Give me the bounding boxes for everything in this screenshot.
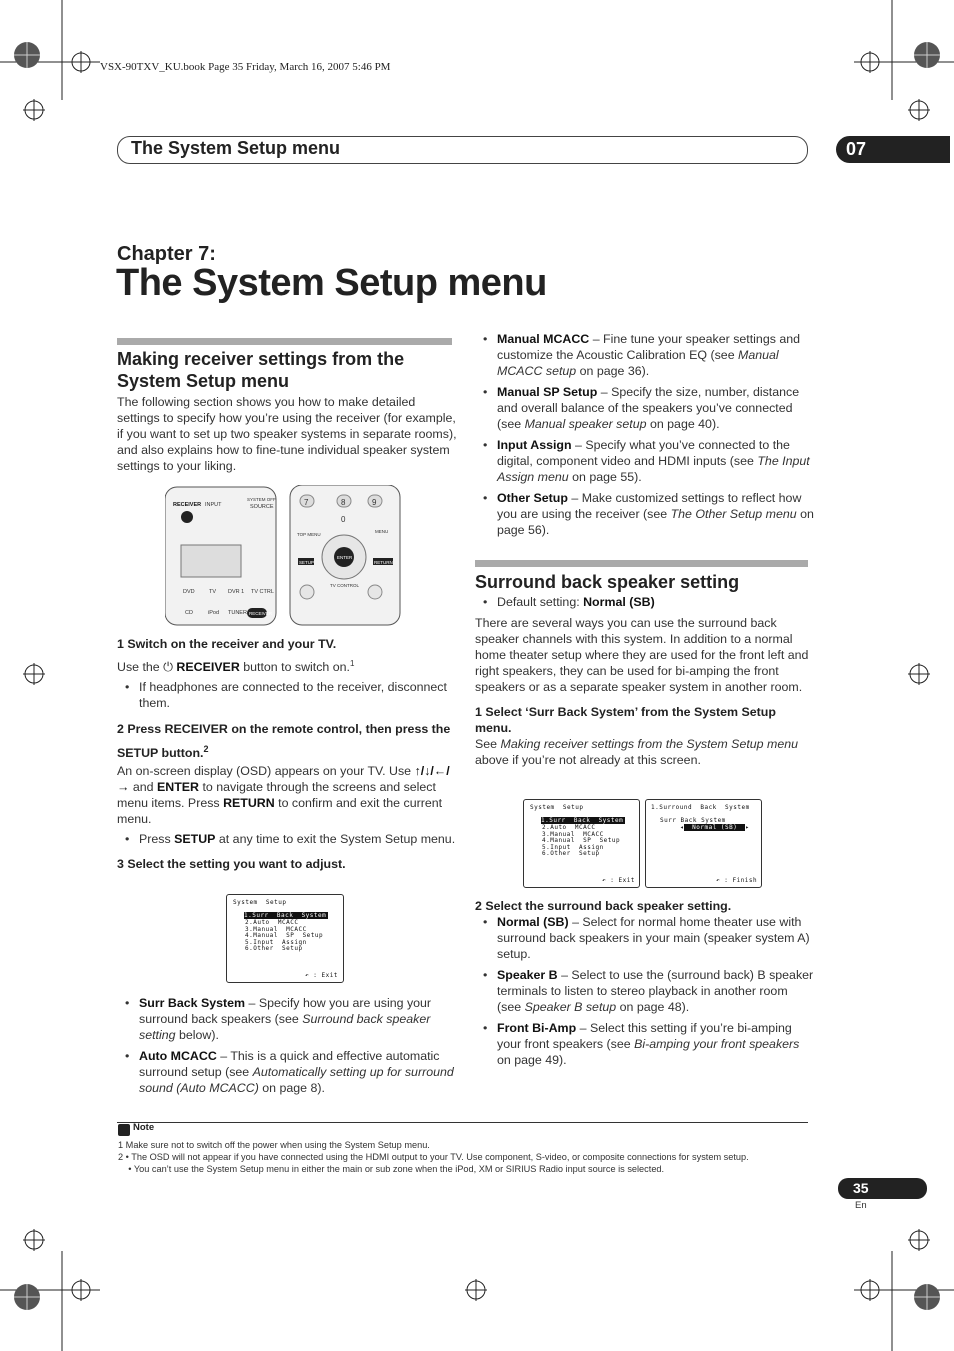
remote-tv-control-label: TV CONTROL <box>330 583 360 588</box>
step2-text: An on-screen display (OSD) appears on your TV. Use ↑/↓/←/→ and ENTER to navigate through the screens and select menu items. Press RETURN to confirm and exit the current menu. <box>117 764 450 827</box>
page-number: 35 <box>838 1178 927 1199</box>
osd-title: System Setup <box>530 804 584 811</box>
osd-footer: ↶ : Exit <box>602 877 635 884</box>
remote-input-label: INPUT <box>205 502 222 508</box>
osd-title: System Setup <box>233 899 287 906</box>
osd-item-5: 5.Input Assign <box>542 844 604 851</box>
remote-setup-label: SETUP <box>299 560 315 565</box>
osd-item-6: 6.Other Setup <box>542 850 600 857</box>
osd-item-6: 6.Other Setup <box>245 945 303 952</box>
left-column <box>117 348 457 474</box>
book-print-line: VSX-90TXV_KU.book Page 35 Friday, March 16, 2007 5:46 PM <box>100 61 391 73</box>
list-item: • Speaker B – Select to use the (surround back) B speaker terminals to listen to stereo playback in another room (see Speaker B setup on page 48). <box>475 967 815 1015</box>
list-item: • Normal (SB) – Select for normal home theater use with surround back speakers in your main (speaker system A) setup. <box>475 914 815 962</box>
language-code: En <box>855 1200 867 1211</box>
osd-sb-value: ◂ Normal (SB) ▸ <box>680 824 750 831</box>
return-icon: ↶ <box>305 972 310 979</box>
chapter-label: Chapter 7: <box>117 243 216 265</box>
sb-step1-text: See Making receiver settings from the System Setup menu above if you’re not already at this screen. <box>475 737 799 767</box>
list-item: • If headphones are connected to the receiver, disconnect them. <box>117 679 457 711</box>
sb-step1-title: 1 Select ‘Surr Back System’ from the System Setup menu. <box>475 705 776 735</box>
list-item: • Press SETUP at any time to exit the System Setup menu. <box>117 831 457 847</box>
remote-system-off-label: SYSTEM OFF <box>247 497 276 502</box>
list-item: • Manual MCACC – Fine tune your speaker settings and customize the Acoustic Calibration EQ (see Manual MCACC setup on page 36). <box>475 331 815 379</box>
remote-key-ipod: iPod <box>208 610 220 616</box>
remote-key-0: 0 <box>341 515 346 524</box>
power-icon: ⏻ <box>163 660 173 675</box>
list-item: • Input Assign – Specify what you’ve connected to the digital, component video and HDMI inputs (see The Input Assign menu on page 55). <box>475 437 815 485</box>
osd-system-setup-2 <box>523 799 640 888</box>
osd-item-3: 3.Manual MCACC <box>245 926 307 933</box>
list-item: • Other Setup – Make customized settings to reflect how you are using the receiver (see The Other Setup menu on page 56). <box>475 490 815 538</box>
chapter-title: The System Setup menu <box>116 262 547 304</box>
return-icon: ↶ <box>602 877 607 884</box>
osd-item-2: 2.Auto MCACC <box>542 824 596 831</box>
remote-key-dvr1: DVR 1 <box>228 589 245 595</box>
section-heading: Making receiver settings from the System Setup menu <box>117 349 405 391</box>
right-section <box>475 571 815 768</box>
step1-text: Use the ⏻ RECEIVER button to switch on.$^1$ <box>117 659 355 675</box>
step3-title: 3 Select the setting you want to adjust. <box>117 857 346 872</box>
triangle-right-icon: ▸ <box>745 824 750 831</box>
header-title: The System Setup menu <box>131 138 341 158</box>
sb-step2-title: 2 Select the surround back speaker setting. <box>475 899 732 913</box>
intro-paragraph: The following section shows you how to make detailed settings to specify how you’re using the receiver (for example, if you want to set up two speaker systems in separate rooms), and also explains how to fine-tune individual speaker system settings to your liking. <box>117 395 457 473</box>
osd-item-4: 4.Manual SP Setup <box>542 837 621 844</box>
return-icon: ↶ <box>716 877 721 884</box>
arrow-keys-icon: ↑/↓/←/→ <box>117 764 450 795</box>
notes <box>118 1139 818 1175</box>
remote-control-illustration <box>165 485 401 626</box>
remote-key-8: 8 <box>341 498 346 507</box>
osd-item-1: 1.Surr Back System <box>541 817 624 824</box>
osd-title: 1.Surround Back System <box>651 804 750 811</box>
triangle-left-icon: ◂ <box>680 824 685 831</box>
remote-enter-label: ENTER <box>337 555 353 560</box>
left-steps <box>117 636 457 872</box>
remote-key-receiver: RECEIVER <box>249 611 273 616</box>
osd-item-4: 4.Manual SP Setup <box>245 932 324 939</box>
osd-system-setup <box>226 894 344 983</box>
list-item: • Surr Back System – Specify how you are using your surround back speakers (see Surround back speaker setting below). <box>117 995 457 1043</box>
remote-key-tv-ctrl: TV CTRL <box>251 589 274 595</box>
note-icon <box>118 1124 130 1136</box>
section-heading: Surround back speaker setting <box>475 572 740 592</box>
remote-key-cd: CD <box>185 610 193 616</box>
remote-key-dvd: DVD <box>183 589 195 595</box>
step2-title: 2 Press RECEIVER on the remote control, then press the SETUP button.$^2$ <box>117 722 451 761</box>
osd-item-1: 1.Surr Back System <box>244 912 327 919</box>
osd-item-3: 3.Manual MCACC <box>542 831 604 838</box>
sb-paragraph: There are several ways you can use the surround back speaker channels with this system. In addition to a normal home theater setup where they are used for the front left and right speakers, they can be used for bi-amping the front speakers or as a separate speaker system in another room. <box>475 616 809 694</box>
osd-surround-back-system <box>645 799 762 888</box>
remote-key-tv: TV <box>209 589 217 595</box>
remote-return-label: RETURN <box>374 560 393 565</box>
osd-item-5: 5.Input Assign <box>245 939 307 946</box>
note-rule <box>117 1122 808 1123</box>
section-rule <box>117 338 452 345</box>
default-setting: • Default setting: Normal (SB) <box>475 594 815 610</box>
osd-footer: ↶ : Finish <box>716 877 758 884</box>
left-items <box>117 995 457 1096</box>
remote-key-tuner: TUNER <box>228 610 247 616</box>
note-title: Note <box>133 1122 155 1133</box>
remote-source-label: SOURCE <box>250 504 274 510</box>
note-line-1: 1 Make sure not to switch off the power when using the System Setup menu. <box>118 1140 430 1150</box>
osd-sb-label: Surr Back System <box>660 817 726 824</box>
list-item: • Front Bi-Amp – Select this setting if you’re bi-amping your front speakers (see Bi-amping your front speakers on page 49). <box>475 1020 815 1068</box>
note-line-2: 2 • The OSD will not appear if you have connected using the HDMI output to your TV. Use component, S-video, or composite connections for system setup. <box>118 1152 749 1162</box>
osd-item-2: 2.Auto MCACC <box>245 919 299 926</box>
osd-footer: ↶ : Exit <box>305 972 338 979</box>
right-items <box>475 331 815 538</box>
remote-top-menu-label: TOP MENU <box>297 532 321 537</box>
remote-key-7: 7 <box>304 498 309 507</box>
section-rule <box>475 560 808 567</box>
list-item: • Manual SP Setup – Specify the size, number, distance and overall balance of the speakers you’ve connected (see Manual speaker setup on page 40). <box>475 384 815 432</box>
step1-title: 1 Switch on the receiver and your TV. <box>117 637 337 651</box>
remote-key-9: 9 <box>372 498 377 507</box>
chapter-number-tab: 07 <box>836 136 950 163</box>
right-step2 <box>475 898 815 1068</box>
remote-menu-label: MENU <box>375 529 389 534</box>
list-item: • Auto MCACC – This is a quick and effective automatic surround setup (see Automatically setting up for surround sound (Auto MCACC) on page 8). <box>117 1048 457 1096</box>
note-line-3: • You can’t use the System Setup menu in either the main or sub zone when the iPod, XM or SIRIUS Radio input source is selected. <box>118 1164 665 1174</box>
remote-receiver-label: RECEIVER <box>173 502 202 508</box>
